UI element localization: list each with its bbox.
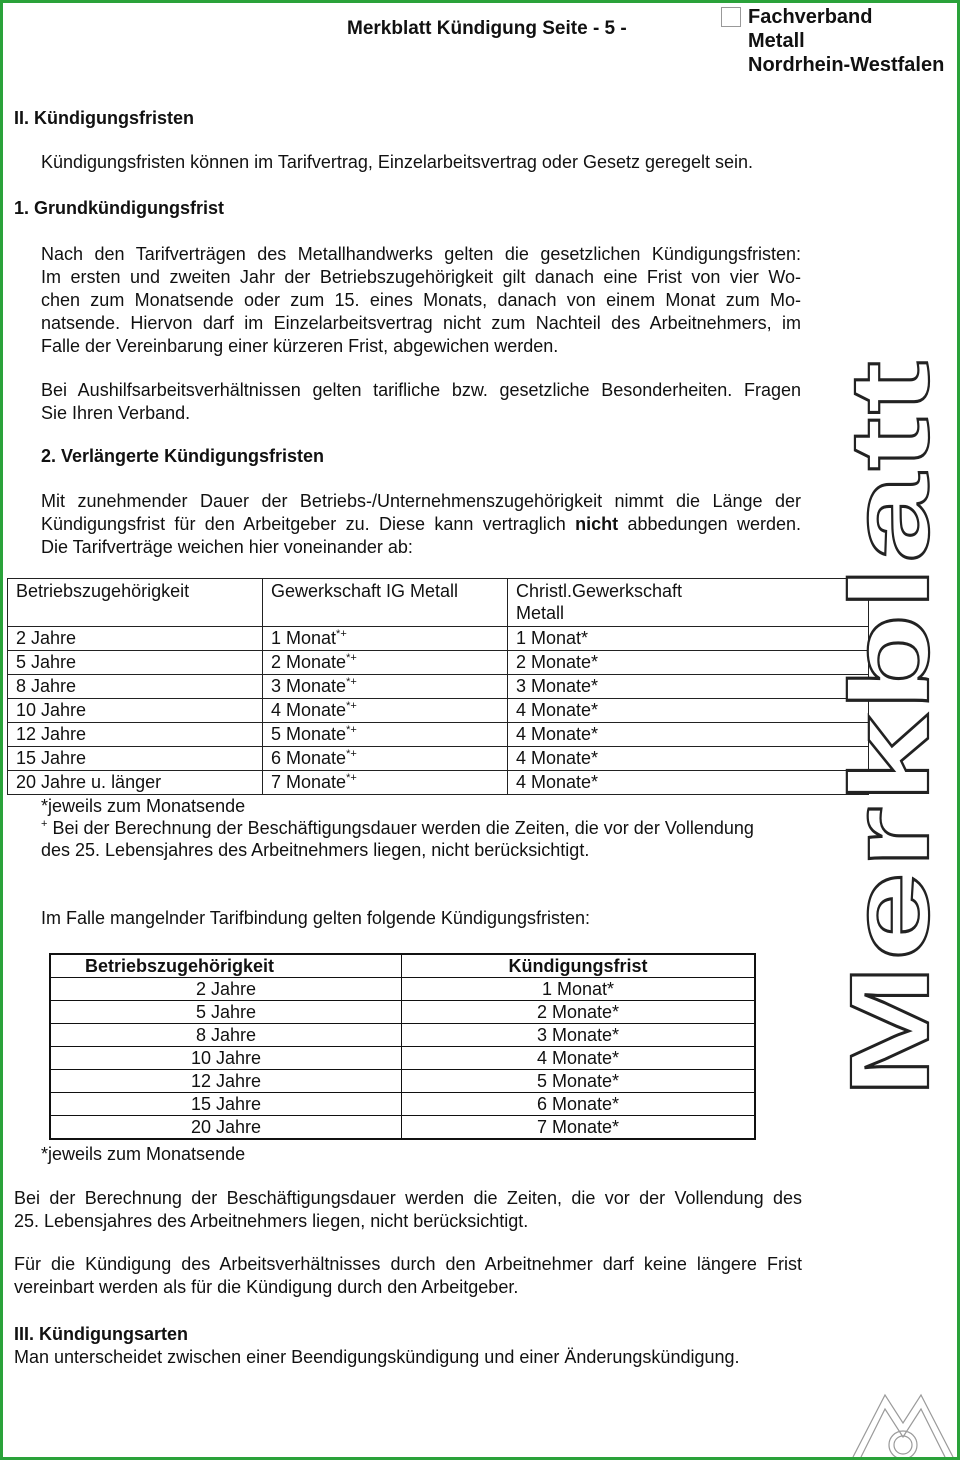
header-text: Metall bbox=[516, 603, 565, 623]
cell-years: 12 Jahre bbox=[8, 723, 263, 747]
watermark-text: Merkblatt bbox=[827, 582, 952, 1098]
table-row bbox=[50, 1093, 755, 1116]
table-row bbox=[8, 699, 869, 723]
cell-years: 15 Jahre bbox=[8, 747, 263, 771]
header-cell: Gewerkschaft IG Metall bbox=[263, 579, 508, 627]
paragraph-line: Für die Kündigung des Arbeitsverhältnisses durch den Arbeitnehmer darf keine längere Frist bbox=[14, 1254, 802, 1274]
table-row bbox=[50, 1001, 755, 1024]
table-row bbox=[8, 651, 869, 675]
emphasis-nicht: nicht bbox=[575, 514, 619, 534]
paragraph-verlaengert bbox=[41, 490, 801, 559]
table-row bbox=[50, 1070, 755, 1093]
cell-years: 20 Jahre u. länger bbox=[8, 771, 263, 795]
table1-footnote-asterisk: *jeweils zum Monatsende bbox=[41, 796, 246, 816]
cell-value: 3 Monate bbox=[271, 676, 347, 696]
footnote-mark: *+ bbox=[346, 652, 357, 664]
section-heading-kuendigungsfristen: II. Kündigungsfristen bbox=[14, 108, 194, 128]
org-name-line: Fachverband bbox=[748, 6, 873, 28]
cell-years: 20 Jahre bbox=[50, 1116, 402, 1140]
footnote-mark: *+ bbox=[336, 628, 347, 640]
header-cell: Betriebszugehörigkeit bbox=[50, 954, 402, 978]
table-row bbox=[8, 771, 869, 795]
paragraph-grundfrist bbox=[41, 243, 801, 358]
paragraph-line: Im ersten und zweiten Jahr der Betriebszugehörigkeit gilt danach eine Frist von vier Wo- bbox=[41, 267, 801, 287]
table-header-row bbox=[50, 954, 755, 978]
header-text: Christl.Gewerkschaft bbox=[516, 581, 683, 601]
cell-years: 2 Jahre bbox=[8, 627, 263, 651]
cell-value: 4 Monate bbox=[271, 700, 347, 720]
cell-christl: 4 Monate* bbox=[508, 771, 869, 795]
cell-ig-metall bbox=[263, 771, 508, 795]
table-row bbox=[8, 627, 869, 651]
tariff-comparison-table bbox=[7, 578, 869, 795]
text-span: abbedungen werden. bbox=[618, 514, 801, 534]
cell-christl: 4 Monate* bbox=[508, 747, 869, 771]
cell-period: 4 Monate* bbox=[402, 1047, 756, 1070]
table-row bbox=[50, 1024, 755, 1047]
cell-period: 5 Monate* bbox=[402, 1070, 756, 1093]
table2-footnote: *jeweils zum Monatsende bbox=[41, 1144, 246, 1164]
cell-value: 5 Monate bbox=[271, 724, 347, 744]
cell-value: 1 Monat bbox=[271, 628, 337, 648]
header-cell: Betriebszugehörigkeit bbox=[8, 579, 263, 627]
paragraph-berechnung bbox=[14, 1187, 802, 1233]
cell-years: 8 Jahre bbox=[8, 675, 263, 699]
paragraph-line: chen zum Monatsende oder zum 15. eines Monats, danach von einem Monat zum Mo- bbox=[41, 290, 801, 310]
cell-period: 6 Monate* bbox=[402, 1093, 756, 1116]
table-row bbox=[8, 675, 869, 699]
table-row bbox=[50, 978, 755, 1001]
cell-period: 2 Monate* bbox=[402, 1001, 756, 1024]
paragraph-line: Sie Ihren Verband. bbox=[41, 403, 191, 423]
subheading-grundkuendigungsfrist: 1. Grundkündigungsfrist bbox=[14, 198, 224, 218]
association-logo-icon bbox=[851, 1389, 955, 1459]
cell-christl: 1 Monat* bbox=[508, 627, 869, 651]
paragraph-line bbox=[41, 513, 801, 536]
paragraph-line: vereinbart werden als für die Kündigung durch den Arbeitgeber. bbox=[14, 1277, 519, 1297]
org-name-line: Metall bbox=[748, 30, 805, 52]
subheading-verlaengerte-fristen: 2. Verlängerte Kündigungsfristen bbox=[41, 446, 325, 466]
cell-ig-metall bbox=[263, 651, 508, 675]
cell-period: 7 Monate* bbox=[402, 1116, 756, 1140]
cell-christl: 4 Monate* bbox=[508, 723, 869, 747]
cell-years: 8 Jahre bbox=[50, 1024, 402, 1047]
cell-period: 1 Monat* bbox=[402, 978, 756, 1001]
cell-years: 2 Jahre bbox=[50, 978, 402, 1001]
fallback-intro: Im Falle mangelnder Tarifbindung gelten folgende Kündigungsfristen: bbox=[41, 908, 591, 928]
footnote-mark: *+ bbox=[346, 724, 357, 736]
page-header-title: Merkblatt Kündigung Seite - 5 - bbox=[347, 18, 627, 39]
paragraph-line: Bei der Berechnung der Beschäftigungsdauer werden die Zeiten, die vor der Vollendung des bbox=[14, 1188, 802, 1208]
cell-ig-metall bbox=[263, 699, 508, 723]
paragraph-line: Mit zunehmender Dauer der Betriebs-/Unternehmenszugehörigkeit nimmt die Länge der bbox=[41, 491, 801, 511]
footnote-text: Bei der Berechnung der Beschäftigungsdauer werden die Zeiten, die vor der Vollendung bbox=[47, 818, 754, 838]
section3-text: Man unterscheidet zwischen einer Beendigungskündigung und einer Änderungskündigung. bbox=[14, 1347, 740, 1367]
cell-christl: 3 Monate* bbox=[508, 675, 869, 699]
table1-footnote-plus-cont: des 25. Lebensjahres des Arbeitnehmers liegen, nicht berücksichtigt. bbox=[41, 840, 590, 860]
paragraph-line: Die Tarifverträge weichen hier voneinander ab: bbox=[41, 537, 413, 557]
cell-value: 7 Monate bbox=[271, 772, 347, 792]
cell-value: 2 Monate bbox=[271, 652, 347, 672]
paragraph-arbeitnehmer bbox=[14, 1253, 802, 1299]
table-row bbox=[8, 747, 869, 771]
cell-ig-metall bbox=[263, 675, 508, 699]
paragraph-line: Bei Aushilfsarbeitsverhältnissen gelten tarifliche bzw. gesetzliche Besonderheiten. Fragen bbox=[41, 380, 801, 400]
org-name bbox=[748, 5, 944, 77]
table-header-row bbox=[8, 579, 869, 627]
section-heading-kuendigungsarten: III. Kündigungsarten bbox=[14, 1324, 188, 1344]
table1-footnote-plus bbox=[41, 818, 754, 839]
cell-value: 6 Monate bbox=[271, 748, 347, 768]
cell-years: 10 Jahre bbox=[50, 1047, 402, 1070]
footnote-mark: *+ bbox=[346, 772, 357, 784]
cell-years: 5 Jahre bbox=[8, 651, 263, 675]
paragraph-line: Nach den Tarifverträgen des Metallhandwerks gelten die gesetzlichen Kündigungsfristen: bbox=[41, 244, 801, 264]
section-intro: Kündigungsfristen können im Tarifvertrag, Einzelarbeitsvertrag oder Gesetz geregelt sein. bbox=[41, 152, 754, 172]
cell-christl: 4 Monate* bbox=[508, 699, 869, 723]
paragraph-aushilfe bbox=[41, 379, 801, 425]
table-row bbox=[50, 1116, 755, 1140]
table-row bbox=[50, 1047, 755, 1070]
text-span: Kündigungsfrist für den Arbeitgeber zu. Diese kann vertraglich bbox=[41, 514, 576, 534]
paragraph-line: 25. Lebensjahres des Arbeitnehmers liegen, nicht berücksichtigt. bbox=[14, 1211, 529, 1231]
cell-years: 5 Jahre bbox=[50, 1001, 402, 1024]
paragraph-line: natsende. Hiervon darf im Einzelarbeitsvertrag nicht zum Nachteil des Arbeitnehmers, im bbox=[41, 313, 801, 333]
org-name-line: Nordrhein-Westfalen bbox=[748, 54, 945, 76]
cell-years: 15 Jahre bbox=[50, 1093, 402, 1116]
cell-years: 12 Jahre bbox=[50, 1070, 402, 1093]
cell-ig-metall bbox=[263, 747, 508, 771]
footnote-mark: *+ bbox=[346, 700, 357, 712]
statutory-periods-table bbox=[49, 953, 756, 1140]
cell-years: 10 Jahre bbox=[8, 699, 263, 723]
table-row bbox=[8, 723, 869, 747]
cell-ig-metall bbox=[263, 627, 508, 651]
footnote-mark: + bbox=[41, 818, 48, 830]
cell-christl: 2 Monate* bbox=[508, 651, 869, 675]
cell-period: 3 Monate* bbox=[402, 1024, 756, 1047]
footnote-mark: *+ bbox=[346, 676, 357, 688]
header-cell: Kündigungsfrist bbox=[402, 954, 756, 978]
paragraph-line: Falle der Vereinbarung einer kürzeren Frist, abgewichen werden. bbox=[41, 336, 559, 356]
cell-ig-metall bbox=[263, 723, 508, 747]
footnote-mark: *+ bbox=[346, 748, 357, 760]
merkblatt-watermark bbox=[783, 333, 960, 1133]
org-logo-box bbox=[721, 7, 741, 27]
